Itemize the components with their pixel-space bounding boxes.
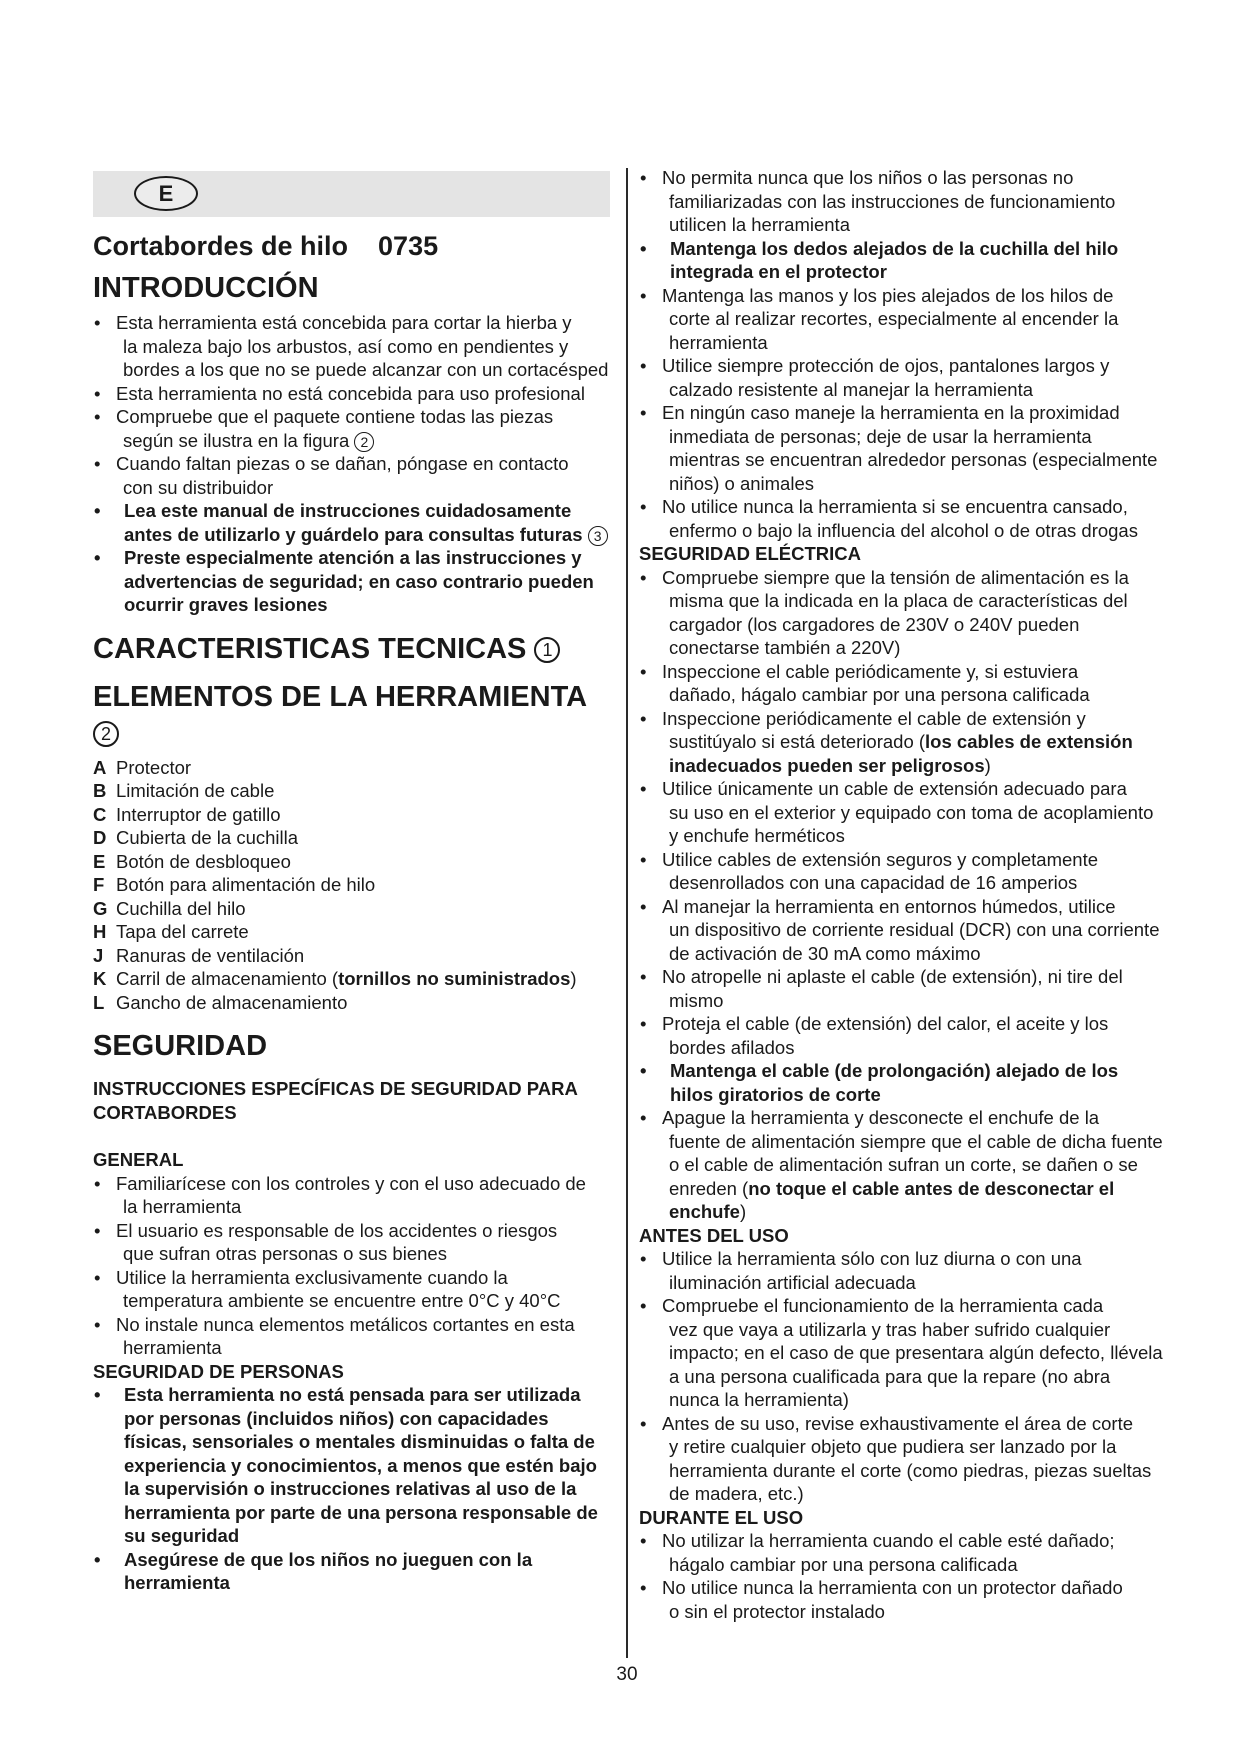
part-item: [93, 920, 615, 944]
part-item: [93, 826, 615, 850]
item-text: [116, 452, 615, 499]
list-item: [639, 1059, 1164, 1106]
list-item: [639, 1247, 1164, 1294]
item-after: ): [739, 1201, 747, 1222]
item-rest: la maleza bajo los arbustos, así como en pendientes y bordes a los que no se puede alcanzar con un cortacésped: [123, 335, 609, 380]
item-first-line: Al manejar la herramienta en entornos húmedos, utilice: [662, 895, 1116, 917]
list-item: [639, 895, 1164, 966]
item-first-line: Utilice únicamente un cable de extensión adecuado para: [662, 778, 1127, 799]
item-first-line: Compruebe el funcionamiento de la herramienta cada: [662, 1295, 1104, 1316]
item-rest: mismo: [669, 989, 724, 1011]
item-continuation: [662, 918, 1164, 965]
right-column: [639, 166, 1164, 1623]
item-continuation: [662, 1435, 1164, 1506]
item-continuation: [662, 1318, 1164, 1412]
item-text: [662, 166, 1164, 237]
item-continuation: [116, 1242, 615, 1266]
part-letter: L: [93, 991, 105, 1013]
item-rest: o sin el protector instalado: [669, 1600, 885, 1622]
item-continuation: [116, 476, 615, 500]
list-item: [639, 354, 1164, 401]
list-item: [93, 452, 615, 499]
item-continuation: [662, 989, 1164, 1013]
part-label: Botón de desbloqueo: [116, 850, 291, 872]
item-first-line: No instale nunca elementos metálicos cortantes en esta: [116, 1313, 575, 1335]
item-rest: bordes afilados: [669, 1036, 795, 1058]
item-rest: temperatura ambiente se encuentre entre 0°C y 40°C: [123, 1290, 561, 1311]
part-letter: J: [93, 944, 104, 966]
item-first-line: Esta herramienta no está pensada para ser utilizada por personas (incluidos niños) con capacidades físicas, sensoriales o mentales disminuidas o falta de experiencia y conocimientos, a menos que estén bajo la supervisión o instrucciones relativas al uso de la herramienta por parte de una persona responsable de su seguridad: [124, 1384, 598, 1546]
item-text: [662, 1294, 1164, 1412]
item-text: [116, 1383, 615, 1548]
item-first-line: Inspeccione periódicamente el cable de extensión y: [662, 707, 1086, 729]
language-header-bar: [93, 171, 610, 217]
item-rest: familiarizadas con las instrucciones de funcionamiento utilicen la herramienta: [669, 190, 1116, 235]
item-text: [662, 965, 1164, 1012]
item-text: [662, 566, 1164, 660]
item-text: [662, 777, 1164, 848]
item-bold-part: los cables de extensión inadecuados pueden ser peligrosos: [669, 731, 1133, 776]
item-text: [116, 1313, 615, 1360]
item-rest: un dispositivo de corriente residual (DCR) con una corriente de activación de 30 mA como máximo: [669, 919, 1160, 964]
item-continuation: [662, 190, 1164, 237]
item-continuation: [662, 801, 1164, 848]
item-continuation: [662, 1036, 1164, 1060]
item-text: [662, 848, 1164, 895]
part-item: [93, 873, 615, 897]
item-first-line: Utilice siempre protección de ojos, pantalones largos y: [662, 355, 1110, 376]
item-first-line: Esta herramienta está concebida para cortar la hierba y: [116, 312, 572, 333]
item-first-line: Inspeccione el cable periódicamente y, si estuviera: [662, 660, 1079, 682]
list-item: [639, 1412, 1164, 1506]
part-letter: G: [93, 897, 108, 919]
before-use-list: [639, 1247, 1164, 1506]
item-text: [662, 284, 1164, 355]
item-rest: fuente de alimentación siempre que el cable de dicha fuente o el cable de alimentación sufran un corte, se dañen o se enreden (: [669, 1130, 1163, 1199]
part-item: [93, 779, 615, 803]
item-continuation: [662, 1553, 1164, 1577]
item-continuation: [588, 524, 608, 545]
item-continuation: [662, 307, 1164, 354]
item-bold-part: no toque el cable antes de desconectar el enchufe: [669, 1177, 1115, 1222]
item-continuation: [662, 871, 1164, 895]
safety-heading: SEGURIDAD: [93, 1030, 268, 1062]
item-continuation: [116, 1336, 615, 1360]
list-item: [93, 405, 615, 452]
list-item: [639, 1294, 1164, 1412]
part-label: Ranuras de ventilación: [116, 944, 305, 966]
item-rest: dañado, hágalo cambiar por una persona calificada: [669, 684, 1090, 705]
item-text: [662, 1576, 1164, 1623]
item-rest: corte al realizar recortes, especialmente al encender la herramienta: [669, 308, 1119, 353]
list-item: [93, 1548, 615, 1595]
part-item: [93, 967, 615, 991]
electric-list: [639, 566, 1164, 1224]
list-item: [639, 777, 1164, 848]
item-text: [662, 354, 1164, 401]
persons-safety-heading: SEGURIDAD DE PERSONAS: [93, 1360, 344, 1382]
item-first-line: Mantenga los dedos alejados de la cuchilla del hilo integrada en el protector: [670, 237, 1119, 282]
item-first-line: Antes de su uso, revise exhaustivamente el área de corte: [662, 1412, 1133, 1434]
part-letter: A: [93, 756, 107, 778]
general-heading: GENERAL: [93, 1149, 184, 1170]
list-item: [93, 1172, 615, 1219]
item-first-line: Proteja el cable (de extensión) del calor, el aceite y los: [662, 1013, 1109, 1034]
part-item: [93, 897, 615, 921]
item-first-line: No atropelle ni aplaste el cable (de extensión), ni tire del: [662, 966, 1123, 987]
item-rest: misma que la indicada en la placa de características del cargador (los cargadores de 230V o 240V pueden conectarse también a 220V): [669, 590, 1128, 658]
part-label: Protector: [116, 756, 192, 778]
item-text: [662, 1059, 1164, 1106]
list-item: [639, 166, 1164, 237]
item-after: ): [984, 754, 991, 776]
item-text: [662, 1529, 1164, 1576]
list-item: [639, 237, 1164, 284]
item-first-line: Preste especialmente atención a las instrucciones y advertencias de seguridad; en caso contrario pueden ocurrir graves lesiones: [124, 547, 594, 615]
part-item: [93, 803, 615, 827]
part-item: [93, 991, 615, 1015]
item-rest: herramienta: [123, 1337, 222, 1358]
part-label: Cuchilla del hilo: [116, 897, 246, 919]
specs-heading-text: CARACTERISTICAS TECNICAS: [93, 632, 527, 665]
part-label: Carril de almacenamiento (: [116, 968, 339, 989]
during-use-list: [639, 1529, 1164, 1623]
item-first-line: Compruebe que el paquete contiene todas las piezas: [116, 406, 554, 427]
item-first-line: Esta herramienta no está concebida para uso profesional: [116, 382, 585, 404]
part-label: Tapa del carrete: [116, 921, 249, 942]
part-letter: F: [93, 874, 105, 895]
intro-heading: INTRODUCCIÓN: [93, 272, 319, 304]
list-item: [639, 848, 1164, 895]
item-text: [662, 401, 1164, 495]
part-label-after: ): [570, 968, 577, 989]
specific-safety-heading: INSTRUCCIONES ESPECÍFICAS DE SEGURIDAD PARA CORTABORDES: [93, 1078, 578, 1123]
item-continuation: [116, 1289, 615, 1313]
item-rest: enfermo o bajo la influencia del alcohol o de otras drogas: [669, 519, 1138, 541]
item-first-line: Familiarícese con los controles y con el uso adecuado de: [116, 1172, 586, 1194]
item-rest: sustitúyalo si está deteriorado (: [669, 731, 926, 752]
product-code: 0735: [378, 231, 439, 261]
item-text: [662, 660, 1164, 707]
item-text: [662, 237, 1164, 284]
item-first-line: Utilice la herramienta sólo con luz diurna o con una: [662, 1248, 1082, 1269]
item-rest: la herramienta: [123, 1196, 242, 1217]
list-item: [93, 382, 615, 406]
part-letter: E: [93, 850, 106, 872]
item-text: [116, 1266, 615, 1313]
item-first-line: No utilice nunca la herramienta con un protector dañado: [662, 1577, 1123, 1598]
list-item: [93, 499, 615, 546]
item-text: [662, 707, 1164, 778]
item-first-line: Asegúrese de que los niños no jueguen con la herramienta: [124, 1548, 533, 1593]
before-use-heading: ANTES DEL USO: [639, 1224, 789, 1246]
item-text: [116, 546, 615, 617]
language-badge: E: [134, 176, 198, 211]
item-continuation: [662, 1271, 1164, 1295]
item-rest: con su distribuidor: [123, 476, 274, 498]
part-label: Botón para alimentación de hilo: [116, 874, 376, 895]
elements-heading: [93, 679, 615, 751]
product-name: Cortabordes de hilo: [93, 231, 349, 261]
parts-list: [93, 756, 615, 1015]
part-item: [93, 944, 615, 968]
item-first-line: El usuario es responsable de los accidentes o riesgos: [116, 1219, 558, 1241]
item-rest: y retire cualquier objeto que pudiera ser lanzado por la herramienta durante el corte (como piedras, piezas sueltas de madera, etc.): [669, 1436, 1152, 1504]
item-continuation: [662, 519, 1164, 543]
item-text: [116, 382, 615, 406]
list-item: [639, 495, 1164, 542]
item-continuation: [662, 589, 1164, 660]
item-text: [662, 1247, 1164, 1294]
children-safety-list: [639, 166, 1164, 542]
item-first-line: Cuando faltan piezas o se dañan, póngase en contacto: [116, 453, 569, 474]
product-title: [93, 228, 615, 264]
part-letter: K: [93, 968, 107, 989]
item-continuation: [116, 429, 615, 453]
item-text: [662, 1012, 1164, 1059]
intro-list: [93, 311, 615, 617]
during-use-heading: DURANTE EL USO: [639, 1506, 804, 1528]
part-letter: C: [93, 803, 107, 825]
part-item: [93, 756, 615, 780]
item-rest: su uso en el exterior y equipado con toma de acoplamiento y enchufe herméticos: [669, 801, 1154, 846]
item-first-line: Compruebe siempre que la tensión de alimentación es la: [662, 566, 1129, 588]
item-rest: que sufran otras personas o sus bienes: [123, 1243, 447, 1264]
figure-ref-icon: 2: [354, 432, 374, 452]
part-label: Interruptor de gatillo: [116, 803, 281, 825]
item-text: [116, 1219, 615, 1266]
list-item: [639, 1012, 1164, 1059]
item-continuation: [662, 378, 1164, 402]
electric-safety-heading: SEGURIDAD ELÉCTRICA: [639, 543, 862, 564]
list-item: [93, 1219, 615, 1266]
list-item: [93, 1383, 615, 1548]
list-item: [639, 284, 1164, 355]
part-label: Gancho de almacenamiento: [116, 991, 348, 1013]
item-first-line: Mantenga el cable (de prolongación) alejado de los hilos giratorios de corte: [670, 1060, 1119, 1105]
persons-list: [93, 1383, 615, 1595]
page-number: 30: [616, 1664, 638, 1685]
list-item: [93, 1313, 615, 1360]
item-text: [116, 1548, 615, 1595]
item-text: [662, 495, 1164, 542]
item-text: [662, 1412, 1164, 1506]
part-label: Limitación de cable: [116, 780, 275, 801]
list-item: [93, 546, 615, 617]
specs-heading: [93, 631, 615, 667]
list-item: [639, 1576, 1164, 1623]
item-first-line: Mantenga las manos y los pies alejados de los hilos de: [662, 284, 1114, 306]
column-divider: [626, 168, 628, 1658]
part-item: [93, 850, 615, 874]
part-letter: D: [93, 827, 107, 848]
item-rest: iluminación artificial adecuada: [669, 1271, 916, 1293]
item-text: [662, 1106, 1164, 1224]
figure-ref-2-icon: 2: [93, 721, 119, 747]
item-text: [116, 311, 615, 382]
item-continuation: [662, 1130, 1164, 1224]
item-first-line: Lea este manual de instrucciones cuidadosamente antes de utilizarlo y guárdelo para consultas futuras: [124, 500, 583, 545]
list-item: [93, 311, 615, 382]
item-first-line: No permita nunca que los niños o las personas no: [662, 167, 1074, 188]
item-first-line: No utilizar la herramienta cuando el cable esté dañado;: [662, 1530, 1115, 1551]
general-list: [93, 1172, 615, 1360]
item-first-line: Utilice la herramienta exclusivamente cuando la: [116, 1266, 508, 1288]
list-item: [639, 1529, 1164, 1576]
list-item: [639, 1106, 1164, 1224]
item-text: [662, 895, 1164, 966]
item-rest: inmediata de personas; deje de usar la herramienta mientras se encuentran alrededor personas (especialmente niños) o animales: [669, 425, 1158, 494]
item-continuation: [662, 425, 1164, 496]
item-text: [116, 1172, 615, 1219]
elements-heading-text: ELEMENTOS DE LA HERRAMIENTA: [93, 680, 587, 713]
part-label-bold: tornillos no suministrados: [338, 968, 571, 989]
item-rest: desenrollados con una capacidad de 16 amperios: [669, 872, 1078, 893]
list-item: [639, 566, 1164, 660]
item-first-line: Apague la herramienta y desconecte el enchufe de la: [662, 1107, 1100, 1128]
list-item: [639, 660, 1164, 707]
figure-ref-icon: 3: [588, 526, 608, 546]
item-rest: hágalo cambiar por una persona calificada: [669, 1553, 1018, 1575]
item-first-line: En ningún caso maneje la herramienta en la proximidad: [662, 402, 1120, 423]
item-rest: calzado resistente al manejar la herramienta: [669, 378, 1034, 400]
item-continuation: [116, 1195, 615, 1219]
item-text: [116, 405, 615, 452]
figure-ref-1-icon: 1: [534, 637, 560, 663]
item-continuation: [662, 1600, 1164, 1624]
part-label: Cubierta de la cuchilla: [116, 827, 299, 848]
item-rest: vez que vaya a utilizarla y tras haber sufrido cualquier impacto; en el caso de que presentara algún defecto, llévela a una persona cualificada para que la repare (no abra nunca la herramienta): [669, 1318, 1163, 1410]
item-continuation: [116, 335, 615, 382]
item-first-line: Utilice cables de extensión seguros y completamente: [662, 848, 1099, 870]
item-continuation: [662, 683, 1164, 707]
part-letter: B: [93, 780, 107, 801]
item-continuation: [662, 730, 1164, 777]
list-item: [639, 401, 1164, 495]
left-column: [93, 228, 615, 1595]
part-letter: H: [93, 921, 107, 942]
list-item: [639, 965, 1164, 1012]
item-rest: según se ilustra en la figura: [123, 429, 350, 451]
item-first-line: No utilice nunca la herramienta si se encuentra cansado,: [662, 496, 1128, 517]
list-item: [93, 1266, 615, 1313]
list-item: [639, 707, 1164, 778]
item-text: [116, 499, 615, 546]
